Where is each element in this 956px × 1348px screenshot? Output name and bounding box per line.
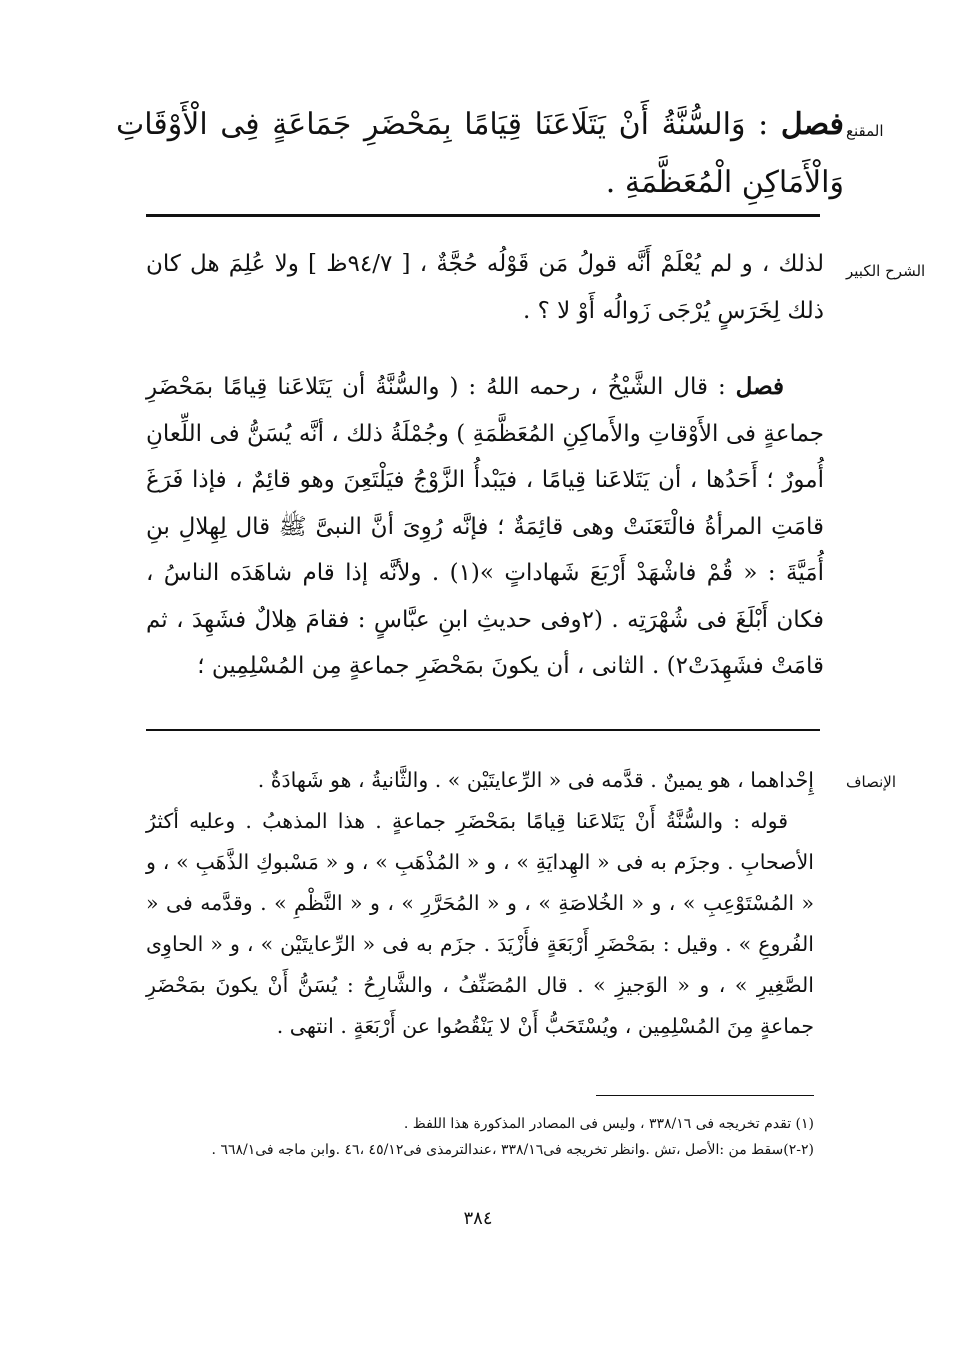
insaf-text [146,760,814,1047]
insaf-label: الإنصاف [846,773,897,791]
footnote-divider [596,1095,814,1096]
sharh-heading: فصل [735,373,785,400]
footnote-2: (٢-٢)سقط من :الأصل ،تش .وانظر تخريجه فى٣٣٨/١٦ ،عندالترمذى فى٤٥/١٢ ،٤٦ .وابن ماجه فى٦٦٨/١ . [211,1142,814,1158]
insaf-line-1: إِحْداهما ، هو يمينٌ . قدَّمه فى « الرِّعايتَيْن » . والثَّانيةُ ، هو شَهادَةٌ . [257,768,814,792]
muqni-divider [146,214,820,217]
sharh-label: الشرح الكبير [846,262,926,280]
footnotes [140,1111,814,1163]
muqni-body: : وَالسُّنَّةُ أَنْ يَتَلَاعَنَا قِيَامًا بِمَحْضَرِ جَمَاعَةٍ فِى الْأَوْقَاتِ وَالْأَمَاكِنِ الْمُعَظَّمَةِ . [116,107,844,200]
muqni-heading: فصل [780,107,844,142]
page-number: ٣٨٤ [463,1208,493,1229]
muqni-text [116,96,844,212]
sharh-paragraph-1: لذلك ، و لم يُعْلَمْ أَنَّه قولُ مَن قَوْلُه حُجَّةٌ ، [ ٩٤/٧ظ ] ولا عُلِمَ هل كان ذلك لِخَرَسٍ يُرْجَى زَوالُه أَوْ لا ؟ . [146,251,824,324]
sharh-divider [146,729,820,731]
footnote-1: (١) تقدم تخريجه فى ٣٣٨/١٦ ، وليس فى المصادر المذكورة هذا اللفظ . [403,1116,814,1132]
insaf-paragraph: قوله : والسُّنَّةُ أَنْ يَتَلاعَنا قِيامًا بمَحْضَرِ جماعةٍ . هذا المذهبُ . وعليه أكثرُ الأصحابِ . وجزَم به فى « الهِدايَةِ » ، و « المُذْهَبِ » ، و « مَسْبوكِ الذَّهَبِ » ، و « المُسْتَوْعِبِ » ، و « الخُلاصَةِ » ، و « المُحَرَّرِ » ، و « النَّظْمِ » . وقدَّمه فى « الفُروعِ » . وقيل : بمَحْضَرِ أَرْبَعَةٍ فأَزْيَدَ . جزَم به فى « الرِّعايتَيْن » ، و « الحاوِى الصَّغِيرِ » ، و « الوَجيزِ » . قال المُصَنِّفُ ، والشَّارِحُ : يُسَنُّ أَنْ يكونَ بمَحْضَرِ جماعةٍ مِنَ المُسْلِمِين ، ويُسْتَحَبُّ أَنْ لا يَنْقُصُوا عن أَرْبَعَةٍ . انتهى . [146,809,814,1038]
muqni-label: المقنع [846,122,884,140]
sharh-text [146,241,824,690]
sharh-paragraph-2: : قال الشَّيْخُ ، رحمه اللهُ : ( والسُّنَّةُ أن يَتَلاعَنا قِيامًا بمَحْضَرِ جماعةٍ فى الأَوْقاتِ والأَماكِنِ المُعَظَّمَةِ ) وجُمْلَةُ ذلك ، أنَّه يُسَنُّ فى اللِّعانِ أُمورٌ ؛ أَحَدُها ، أن يَتَلاعَنا قِيامًا ، فيَبْدأُ الزَّوْجُ فيَلْتَعِنَ وهو قائِمٌ ، فإذا فَرَغَ قامَتِ المرأةُ فالْتَعَنَتْ وهى قائِمَةٌ ؛ فإنَّه رُوِىَ أنَّ النبىَّ ﷺ قال لِهِلالِ بنِ أُمَيَّةَ : « قُمْ فاشْهَدْ أَرْبَعَ شَهاداتٍ »(١) . ولأنَّه إذا قام شاهَدَه الناسُ ، فكان أَبْلَغَ فى شُهْرَتِه . (٢وفى حديثِ ابنِ عبَّاسٍ : فقامَ هِلالٌ فشَهِدَ ، ثم قامَتْ فشَهِدَتْ٢) . الثانى ، أن يكونَ بمَحْضَرِ جماعةٍ مِن المُسْلِمِين ؛ [146,374,824,679]
